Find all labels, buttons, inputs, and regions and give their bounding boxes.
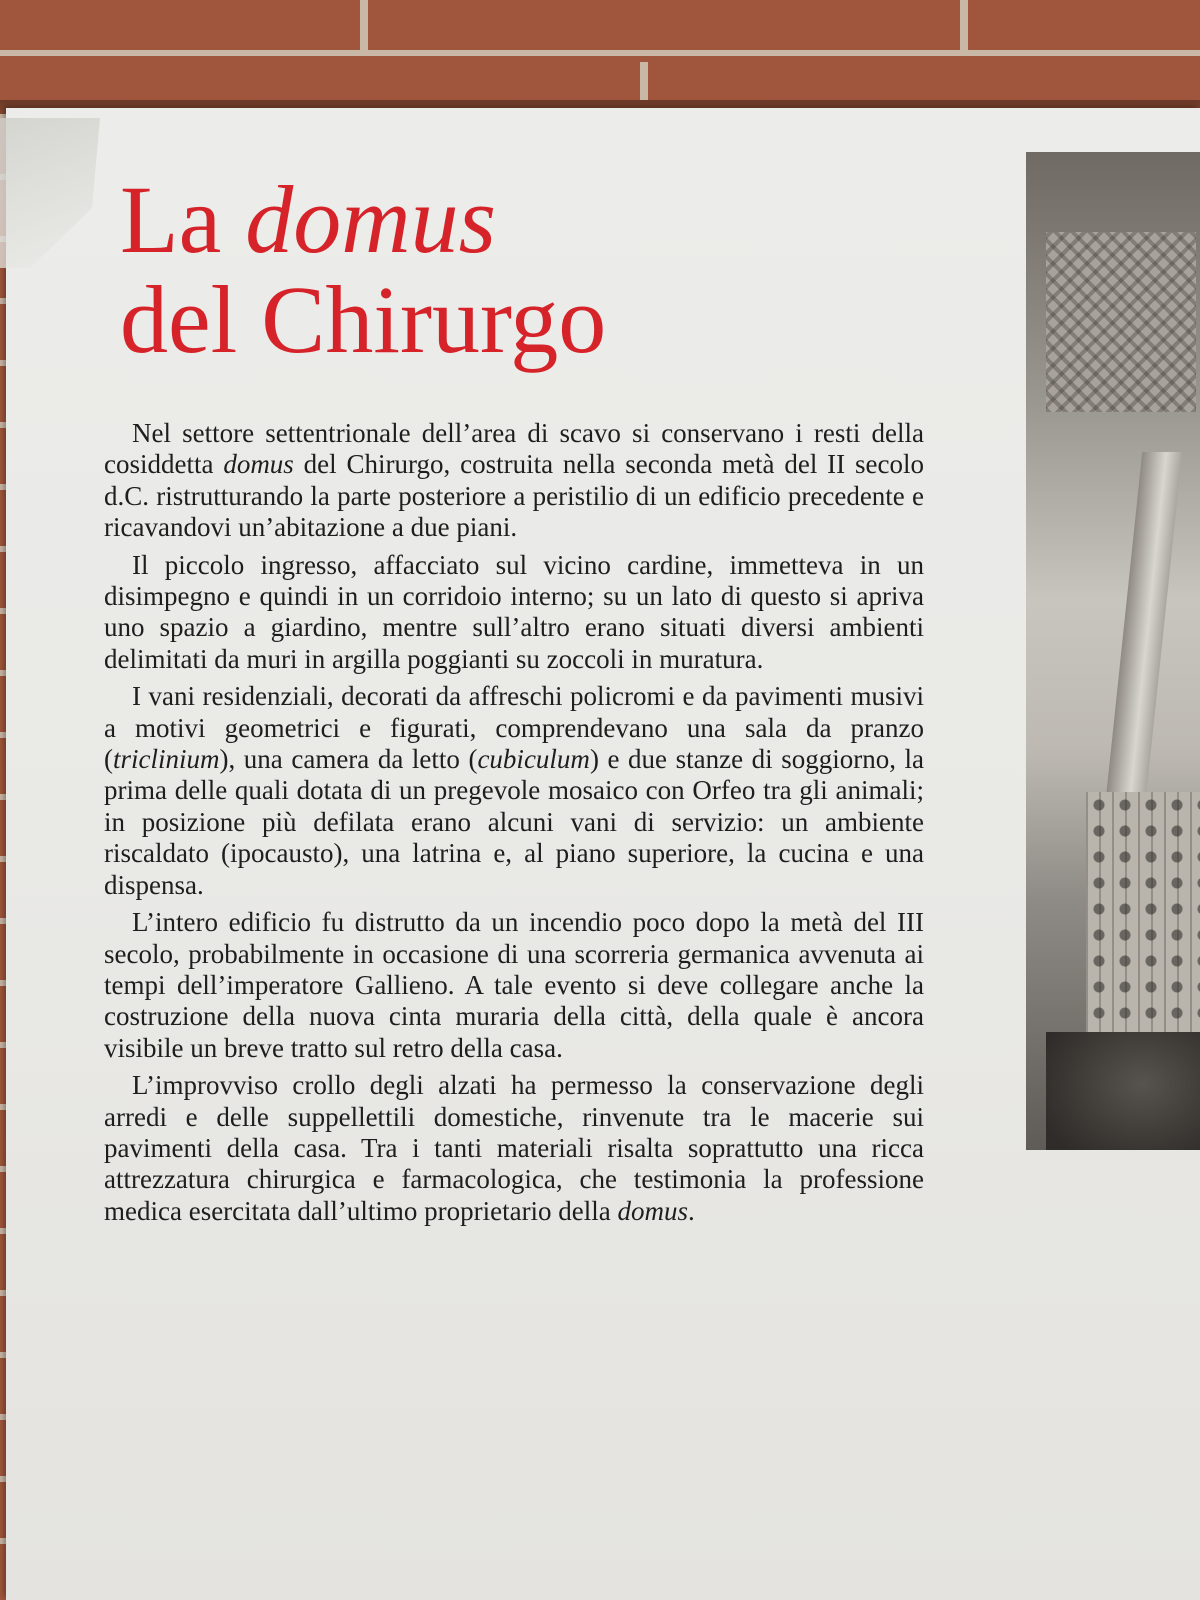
italic-term: domus — [617, 1195, 689, 1226]
paragraph-1 — [104, 418, 924, 544]
italic-term: triclinium — [113, 744, 220, 775]
title-italic: domus — [245, 166, 496, 273]
paragraph-5 — [104, 1070, 924, 1227]
body-text — [104, 418, 924, 1233]
excavation-shadow — [1046, 1032, 1200, 1150]
text-run: I vani residenziali, decorati da affreschi policromi e da pavimenti musivi a motivi geometrici e figurati, comprendevano una sala da pranzo ( — [104, 681, 924, 775]
title-prefix: La — [120, 166, 246, 273]
mortar-joint — [360, 0, 368, 56]
text-run: Il piccolo ingresso, affacciato sul vicino cardine, immetteva in un disimpegno e quindi in un corridoio interno; su un lato di questo si apriva uno spazio a giardino, mentre sull’altro erano situati diversi ambienti delimitati da muri in argilla poggianti su zoccoli in muratura. — [104, 549, 924, 674]
italic-term: cubiculum — [477, 744, 590, 775]
text-run: L’improvviso crollo degli alzati ha permesso la conservazione degli arredi e delle suppellettili domestiche, rinvenute tra le macerie sui pavimenti della casa. Tra i tanti materiali risalta soprattutto una ricca attrezzatura chirurgica e farmacologica, che testimonia la professione medica esercitata dall’ultimo proprietario della — [104, 1070, 924, 1226]
excavation-photo — [1026, 152, 1200, 1150]
panel-title — [120, 166, 607, 373]
paragraph-4 — [104, 907, 924, 1064]
text-run: L’intero edificio fu distrutto da un incendio poco dopo la metà del III secolo, probabilmente in occasione di una scorreria germanica avvenuta ai tempi dell’imperatore Gallieno. A tale evento si deve collegare anche la costruzione della nuova cinta muraria della città, della quale è ancora visibile un breve tratto sul retro della casa. — [104, 907, 924, 1063]
title-line2: del Chirurgo — [120, 266, 607, 373]
text-run: . — [688, 1195, 695, 1226]
text-run: Nel settore settentrionale dell’area di scavo si conservano i resti della cosiddetta — [104, 418, 924, 480]
italic-term: domus — [223, 449, 294, 480]
text-run: del Chirurgo, costruita nella seconda metà del II secolo d.C. ristrutturando la parte posteriore a peristilio di un edificio precedente e ricavandovi un’abitazione a due piani. — [104, 449, 924, 543]
paragraph-3 — [104, 681, 924, 901]
mosaic-floor-geometric — [1086, 792, 1200, 1052]
mortar-joint — [640, 62, 648, 102]
mortar-joint — [960, 0, 968, 56]
text-run: ) e due stanze di soggiorno, la prima delle quali dotata di un pregevole mosaico con Orfeo tra gli animali; in posizione più defilata erano alcuni vani di servizio: un ambiente riscaldato (ipocausto), una latrina e, al piano superiore, la cucina e una dispensa. — [104, 744, 924, 900]
paragraph-2 — [104, 550, 924, 676]
mosaic-floor-top — [1046, 232, 1196, 412]
text-run: ), una camera da letto ( — [219, 744, 478, 775]
